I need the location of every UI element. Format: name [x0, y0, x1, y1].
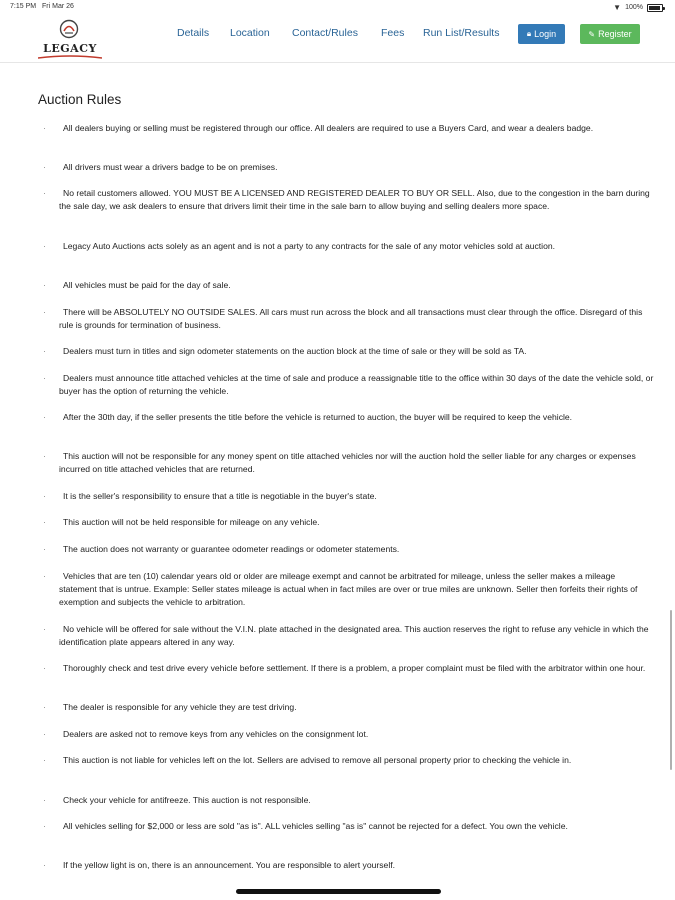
status-bar — [0, 0, 675, 14]
nav-run-list-results[interactable]: Run List/Results — [423, 27, 500, 39]
bullet-icon: · — [43, 729, 46, 739]
rule-item — [43, 728, 655, 741]
rule-text: No vehicle will be offered for sale without the V.I.N. plate attached in the designated area. This auction reserves the right to refuse any vehicle in which the identification plate appears altered in any way. — [59, 624, 649, 648]
rule-item — [43, 122, 655, 135]
rule-item — [43, 543, 655, 556]
rule-text: Check your vehicle for antifreeze. This auction is not responsible. — [63, 795, 311, 805]
bullet-icon: · — [43, 451, 46, 461]
rule-text: Dealers must announce title attached vehicles at the time of sale and produce a reassignable title to the office within 30 days of the date the vehicle sold, or buyer has the option of returning the vehicle. — [59, 373, 654, 397]
bullet-icon: · — [43, 280, 46, 290]
rule-item — [43, 570, 655, 610]
status-right — [613, 3, 663, 12]
lock-icon: 🔒︎ — [526, 29, 532, 38]
rule-text: Thoroughly check and test drive every vehicle before settlement. If there is a problem, a proper complaint must be filed with the arbitrator within one hour. — [63, 663, 646, 673]
rule-text: All drivers must wear a drivers badge to be on premises. — [63, 162, 278, 172]
bullet-icon: · — [43, 544, 46, 554]
rule-text: Vehicles that are ten (10) calendar years old or older are mileage exempt and cannot be arbitrated for mileage, unless the seller makes a mileage statement that is untrue. Example: Seller states mileage is actual when in fact miles are over or true miles are unknown. Seller then forfeits their rights of exemption and subjects the vehicle to arbitration. — [59, 571, 638, 608]
rule-item — [43, 306, 655, 332]
rule-item — [43, 794, 655, 807]
rule-item — [43, 859, 655, 872]
rule-text: Dealers are asked not to remove keys from any vehicles on the consignment lot. — [63, 729, 369, 739]
bullet-icon: · — [43, 821, 46, 831]
rule-text: There will be ABSOLUTELY NO OUTSIDE SALES. All cars must run across the block and all transactions must clear through the office. Disregard of this rule is grounds for termination of business. — [59, 307, 643, 331]
rule-item — [43, 345, 655, 358]
bullet-icon: · — [43, 241, 46, 251]
logo-text: LEGACY — [43, 42, 97, 55]
rule-text: Dealers must turn in titles and sign odometer statements on the auction block at the time of sale or they will be sold as TA. — [63, 346, 527, 356]
rule-item — [43, 490, 655, 503]
bullet-icon: · — [43, 188, 46, 198]
rule-text: After the 30th day, if the seller presents the title before the vehicle is returned to auction, the buyer will be required to keep the vehicle. — [63, 412, 573, 422]
bullet-icon: · — [43, 346, 46, 356]
nav-fees[interactable]: Fees — [381, 27, 405, 39]
register-label: Register — [598, 29, 632, 39]
battery-icon — [647, 4, 663, 12]
logo-emblem-icon — [59, 19, 79, 39]
rule-item — [43, 411, 655, 424]
nav-location[interactable]: Location — [230, 27, 270, 39]
legacy-logo[interactable] — [32, 17, 106, 61]
pencil-icon: ✎ — [588, 29, 596, 39]
rule-text: It is the seller's responsibility to ensure that a title is negotiable in the buyer's state. — [63, 491, 377, 501]
rule-item — [43, 662, 655, 675]
rule-item — [43, 161, 655, 174]
rule-item — [43, 701, 655, 714]
status-date: Fri Mar 26 — [42, 3, 74, 10]
rule-item — [43, 623, 655, 649]
register-button[interactable] — [580, 24, 640, 44]
rule-text: Legacy Auto Auctions acts solely as an agent and is not a party to any contracts for the sale of any motor vehicles sold at auction. — [63, 241, 556, 251]
bullet-icon: · — [43, 860, 46, 870]
bullet-icon: · — [43, 571, 46, 581]
bullet-icon: · — [43, 517, 46, 527]
bullet-icon: · — [43, 663, 46, 673]
bullet-icon: · — [43, 373, 46, 383]
bullet-icon: · — [43, 624, 46, 634]
home-indicator[interactable] — [236, 889, 441, 894]
status-time — [10, 3, 74, 10]
rule-item — [43, 754, 655, 767]
nav-contact-rules[interactable]: Contact/Rules — [292, 27, 358, 39]
bullet-icon: · — [43, 755, 46, 765]
rule-item — [43, 516, 655, 529]
bullet-icon: · — [43, 795, 46, 805]
bullet-icon: · — [43, 491, 46, 501]
bullet-icon: · — [43, 412, 46, 422]
logo-swoosh-icon — [38, 55, 102, 59]
bullet-icon: · — [43, 307, 46, 317]
rule-text: This auction will not be held responsible for mileage on any vehicle. — [63, 517, 320, 527]
scrollbar[interactable] — [670, 610, 672, 770]
page-title: Auction Rules — [38, 92, 122, 107]
login-button[interactable] — [518, 24, 565, 44]
bullet-icon: · — [43, 162, 46, 172]
rule-text: All dealers buying or selling must be registered through our office. All dealers are required to use a Buyers Card, and wear a dealers badge. — [63, 123, 594, 133]
site-header — [0, 14, 675, 63]
nav-details[interactable]: Details — [177, 27, 210, 39]
rule-text: All vehicles must be paid for the day of sale. — [63, 280, 231, 290]
bullet-icon: · — [43, 123, 46, 133]
rule-text: If the yellow light is on, there is an announcement. You are responsible to alert yourself. — [63, 860, 396, 870]
rule-item — [43, 820, 655, 833]
rule-item — [43, 372, 655, 398]
rule-text: The auction does not warranty or guarantee odometer readings or odometer statements. — [63, 544, 400, 554]
battery-percent: 100% — [625, 4, 643, 11]
rule-text: This auction will not be responsible for any money spent on title attached vehicles nor will the auction hold the seller liable for any charges or expenses incurred on title attached vehicles that are returned. — [59, 451, 636, 475]
rule-item — [43, 240, 655, 253]
wifi-icon: ▼ — [613, 3, 622, 12]
rule-text: No retail customers allowed. YOU MUST BE A LICENSED AND REGISTERED DEALER TO BUY OR SELL. Also, due to the congestion in the barn during the sale day, we ask dealers to ensure that drivers limit their time in the sale barn to allow buying and selling dealers more space. — [59, 188, 650, 212]
rule-text: The dealer is responsible for any vehicle they are test driving. — [63, 702, 297, 712]
login-label: Login — [534, 29, 557, 39]
rule-item — [43, 279, 655, 292]
rule-item — [43, 187, 655, 213]
rule-text: All vehicles selling for $2,000 or less are sold "as is". ALL vehicles selling "as is" cannot be rejected for a defect. You own the vehicle. — [63, 821, 568, 831]
bullet-icon: · — [43, 702, 46, 712]
rule-item — [43, 450, 655, 476]
rule-text: This auction is not liable for vehicles left on the lot. Sellers are advised to remove all personal property prior to checking the vehicle in. — [63, 755, 572, 765]
status-time-text: 7:15 PM — [10, 3, 37, 10]
